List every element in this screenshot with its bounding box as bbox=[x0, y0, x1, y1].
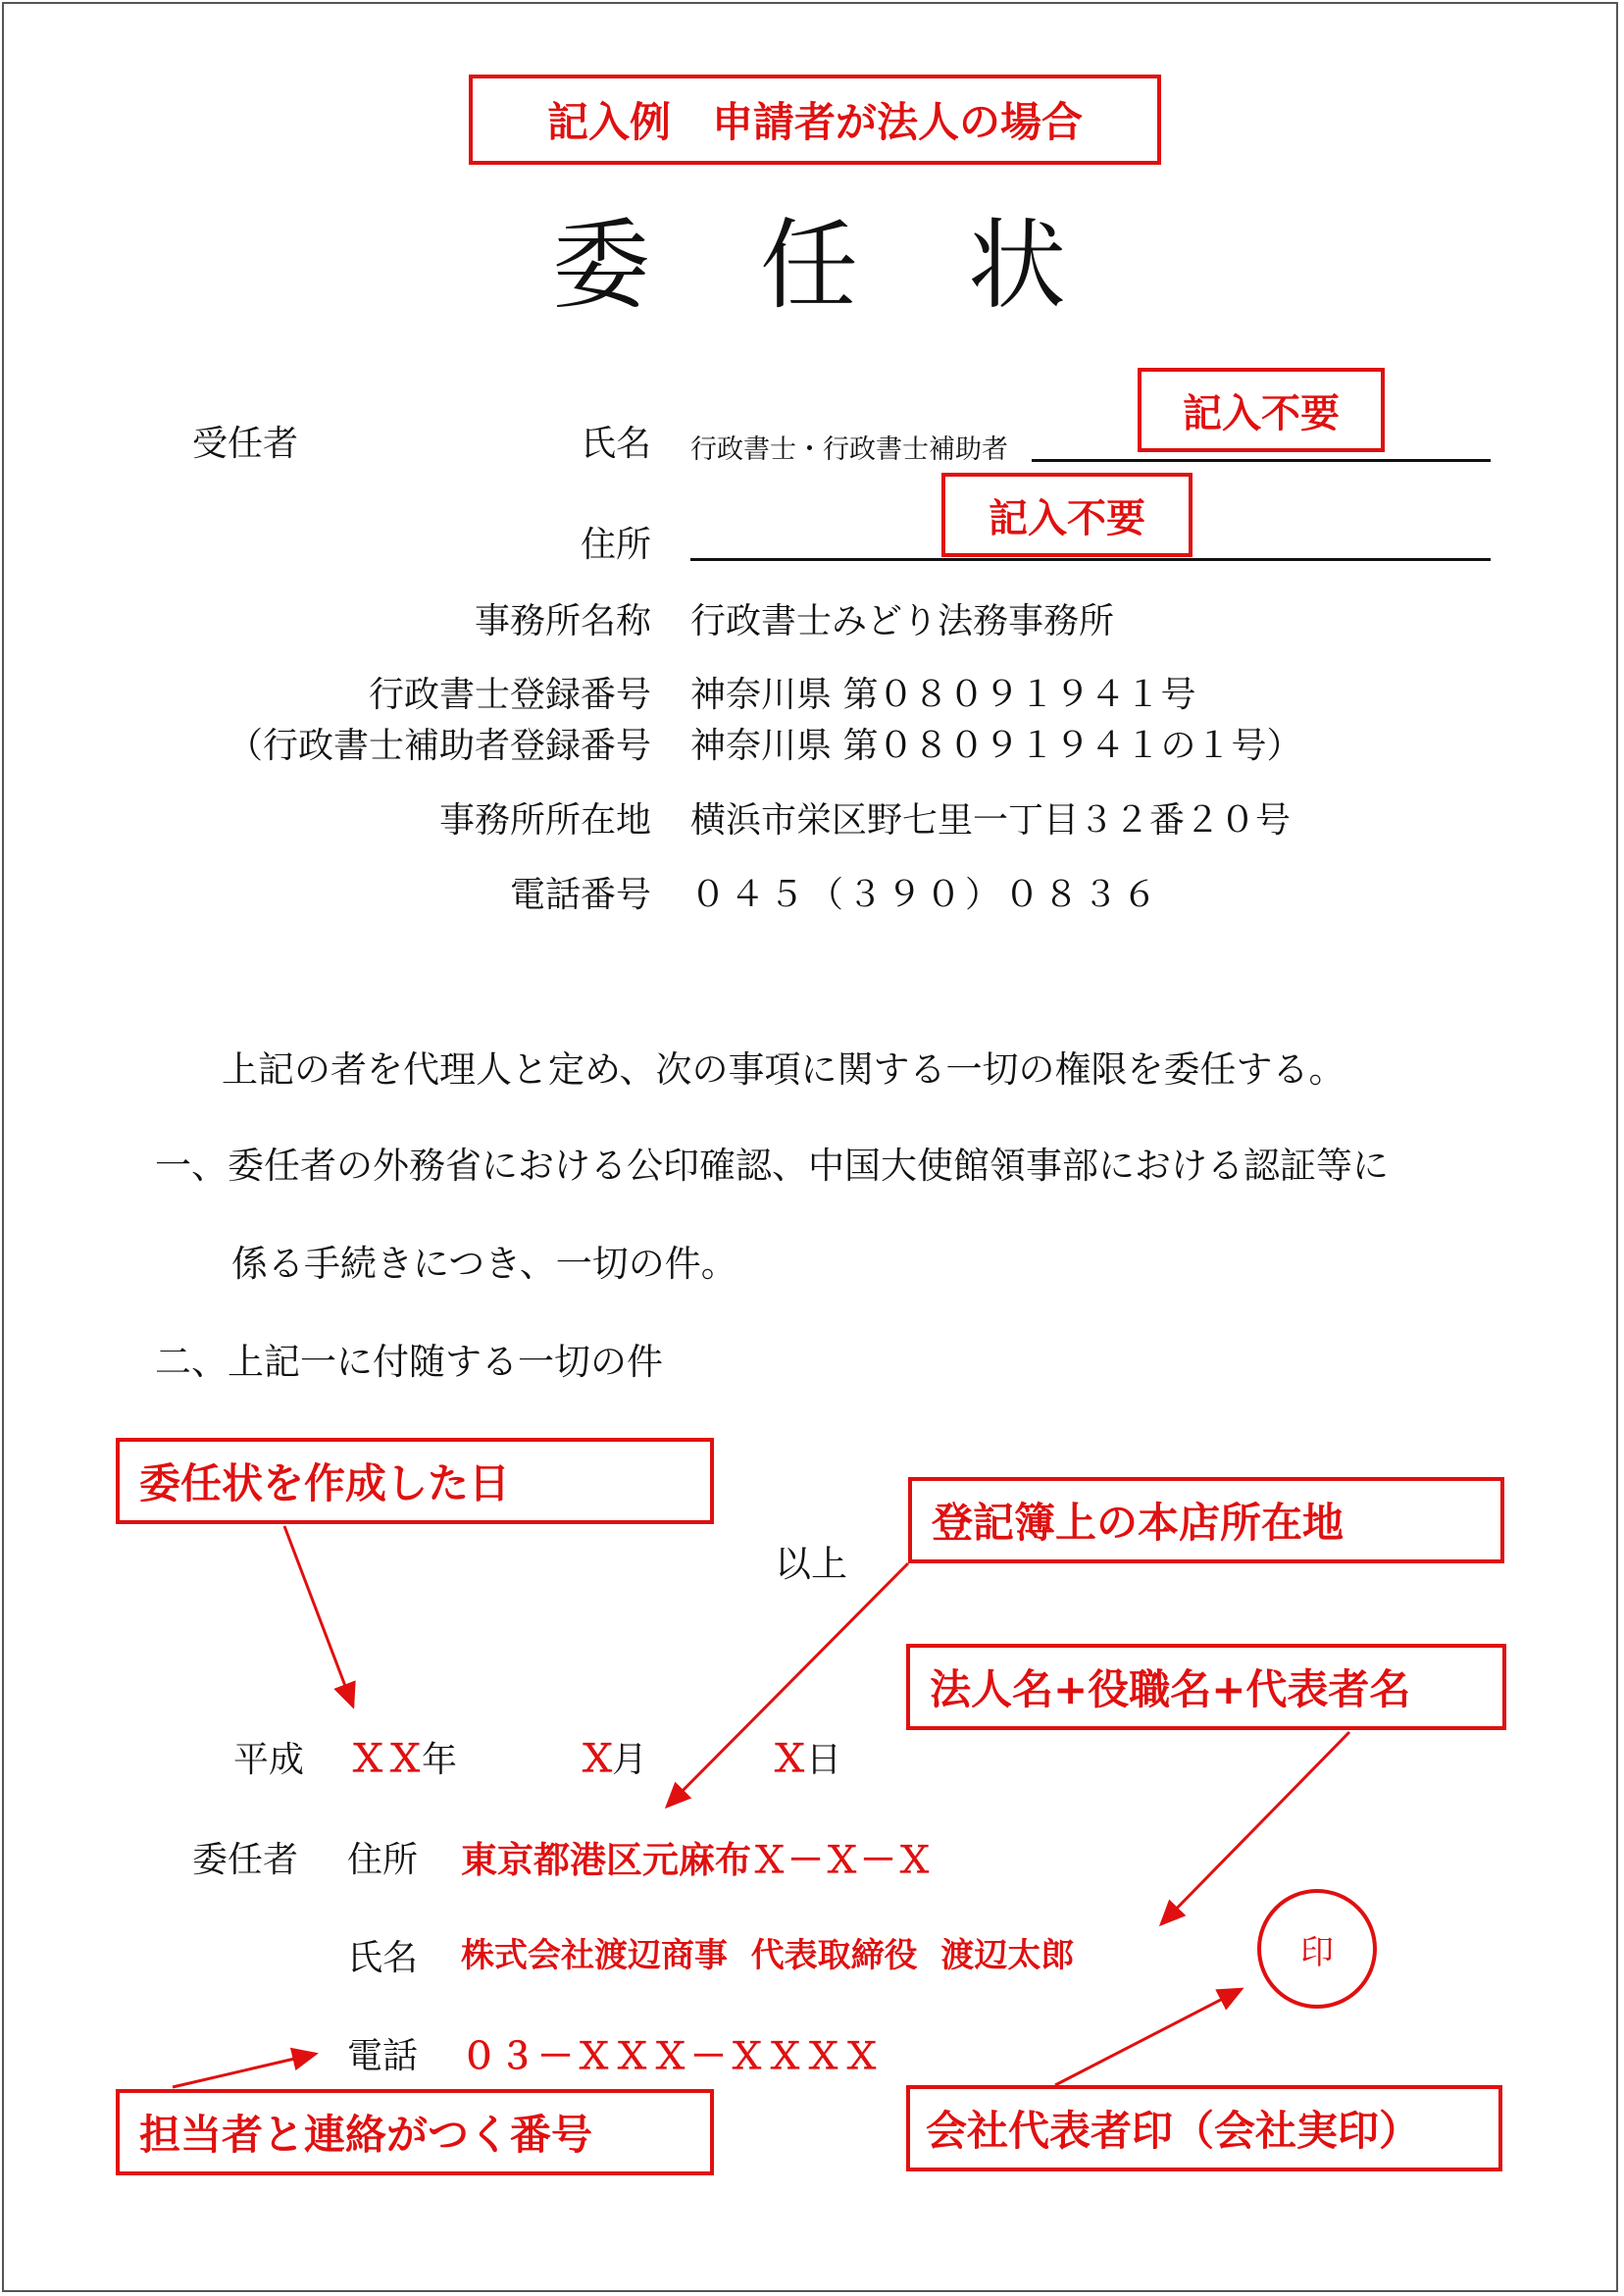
registration-label: 行政書士登録番号 bbox=[368, 675, 651, 715]
delegation-item-1-line-1: 一、委任者の外務省における公印確認、中国大使館領事部における認証等に bbox=[155, 1145, 1389, 1187]
office-name-value: 行政書士みどり法務事務所 bbox=[690, 601, 1115, 641]
office-phone-value: ０４５（３９０）０８３６ bbox=[690, 875, 1162, 915]
agent-address-note: 記入不要 bbox=[989, 495, 1145, 541]
office-name-label: 事務所名称 bbox=[474, 601, 651, 641]
agent-address-label: 住所 bbox=[580, 525, 651, 565]
date-day-value: Ｘ bbox=[771, 1737, 809, 1780]
date-month-value: Ｘ bbox=[579, 1737, 617, 1780]
delegation-intro: 上記の者を代理人と定め、次の事項に関する一切の権限を委任する。 bbox=[222, 1048, 1345, 1091]
principal-address-label: 住所 bbox=[347, 1840, 419, 1880]
date-day-unit: 日 bbox=[806, 1740, 842, 1780]
agent-name-note: 記入不要 bbox=[1183, 390, 1340, 436]
date-year-value: ＸＸ bbox=[349, 1737, 425, 1780]
phone-note-arrow bbox=[173, 2054, 316, 2087]
office-location-value: 横浜市栄区野七里一丁目３２番２０号 bbox=[690, 800, 1292, 841]
date-era: 平成 bbox=[233, 1740, 305, 1780]
agent-name-value: 行政書士・行政書士補助者 bbox=[690, 434, 1008, 465]
name-note: 法人名+役職名+代表者名 bbox=[930, 1665, 1411, 1713]
seal-note: 会社代表者印（会社実印） bbox=[926, 2107, 1421, 2155]
office-phone-label: 電話番号 bbox=[509, 875, 651, 915]
office-location-label: 事務所所在地 bbox=[438, 800, 651, 841]
date-year-unit: 年 bbox=[422, 1740, 458, 1780]
seal-text: 印 bbox=[1300, 1932, 1334, 1972]
name-note-arrow bbox=[1161, 1732, 1349, 1924]
date-note-arrow bbox=[284, 1526, 353, 1707]
assistant-registration-label: （行政書士補助者登録番号 bbox=[227, 726, 651, 766]
date-month-unit: 月 bbox=[612, 1740, 648, 1780]
principal-phone-label: 電話 bbox=[347, 2036, 419, 2076]
agent-heading: 受任者 bbox=[192, 424, 299, 464]
principal-name-value: 株式会社渡辺商事 代表取締役 渡辺太郎 bbox=[461, 1936, 1075, 1975]
closing-text: 以上 bbox=[775, 1543, 847, 1585]
principal-address-value: 東京都港区元麻布Ｘ－Ｘ－Ｘ bbox=[461, 1839, 933, 1881]
seal-note-arrow bbox=[1055, 1989, 1242, 2085]
address-note: 登記簿上の本店所在地 bbox=[932, 1499, 1345, 1547]
address-note-arrow bbox=[667, 1563, 908, 1807]
delegation-item-2: 二、上記一に付随する一切の件 bbox=[155, 1341, 663, 1383]
principal-heading: 委任者 bbox=[192, 1840, 299, 1880]
assistant-registration-value: 神奈川県 第０８０９１９４１の１号） bbox=[690, 726, 1302, 766]
principal-phone-value: ０３－ＸＸＸ－ＸＸＸＸ bbox=[461, 2035, 882, 2077]
document-title: 委 任 状 bbox=[552, 208, 1072, 323]
agent-name-label: 氏名 bbox=[580, 424, 651, 464]
date-note: 委任状を作成した日 bbox=[139, 1459, 511, 1507]
example-header-text: 記入例 申請者が法人の場合 bbox=[546, 98, 1083, 146]
delegation-item-1-line-2: 係る手続きにつき、一切の件。 bbox=[231, 1243, 737, 1285]
phone-note: 担当者と連絡がつく番号 bbox=[139, 2111, 593, 2159]
principal-name-label: 氏名 bbox=[347, 1938, 419, 1978]
registration-value: 神奈川県 第０８０９１９４１号 bbox=[690, 675, 1196, 715]
